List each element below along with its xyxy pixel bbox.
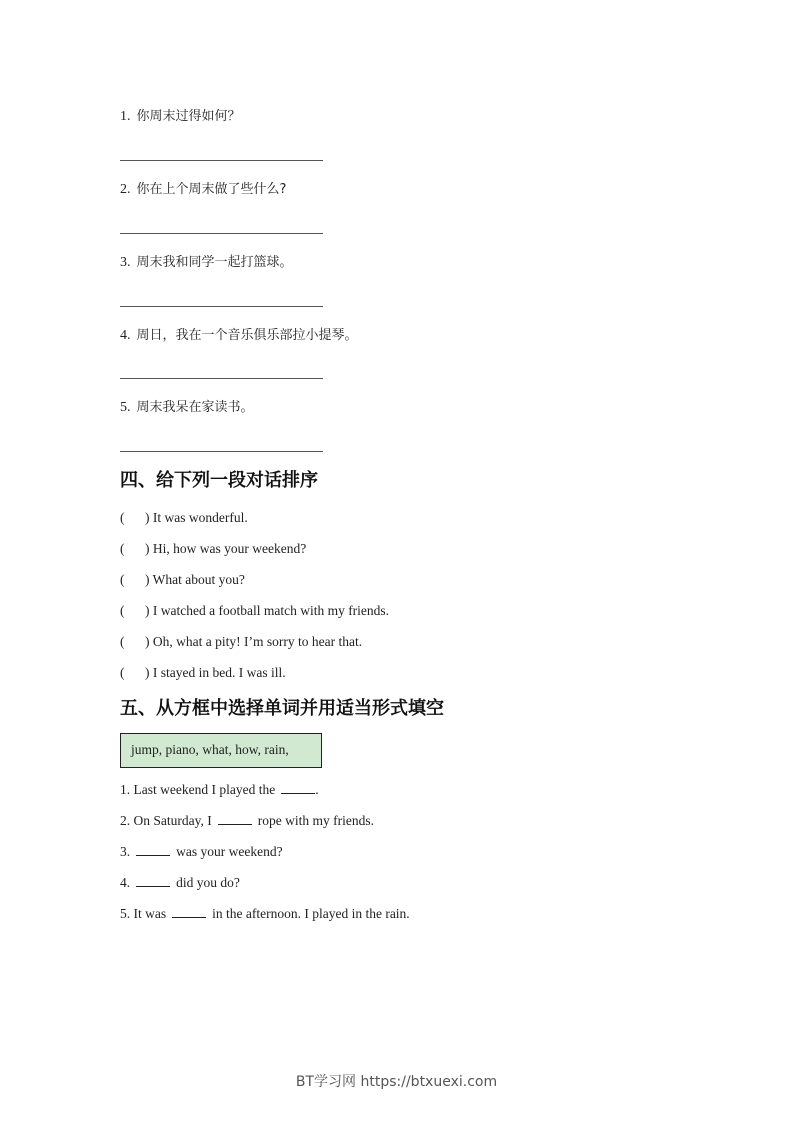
section-4-title: 四、给下列一段对话排序 [120,470,318,491]
translation-question-4 [120,328,358,344]
sentence-after: in the afternoon. I played in the rain. [212,906,410,921]
sentence-before: 5. It was [120,906,167,921]
answer-bracket-close: ) [145,634,150,649]
fill-item-1 [120,781,319,798]
section-5-title: 五、从方框中选择单词并用适当形式填空 [120,698,444,719]
question-text: 你在上个周末做了些什么? [136,182,287,197]
answer-line-4[interactable] [120,378,323,379]
translation-question-3 [120,255,293,271]
order-item-1 [120,510,248,526]
question-number: 4. [120,328,131,343]
sentence-after: rope with my friends. [257,813,374,828]
dialogue-text: Oh, what a pity! I’m sorry to hear that. [152,634,363,649]
dialogue-text: I stayed in bed. I was ill. [152,665,286,680]
answer-bracket-close: ) [145,510,150,525]
sentence-after: did you do? [176,875,240,890]
question-text: 周末我和同学一起打篮球。 [136,255,293,270]
sentence-after: . [315,782,319,797]
question-text: 周日，我在一个音乐俱乐部拉小提琴。 [136,328,358,343]
answer-bracket-close: ) [145,603,150,618]
sentence-before: 1. Last weekend I played the [120,782,276,797]
fill-item-4 [120,874,240,891]
order-item-4 [120,603,389,619]
sentence-before: 4. [120,875,131,890]
question-number: 3. [120,255,131,270]
translation-question-2 [120,182,286,198]
translation-question-1 [120,109,241,125]
answer-bracket-open[interactable]: ( [120,603,125,618]
answer-bracket-open[interactable]: ( [120,572,125,587]
dialogue-text: Hi, how was your weekend? [152,541,307,556]
sentence-before: 2. On Saturday, I [120,813,212,828]
answer-line-2[interactable] [120,233,323,234]
dialogue-text: I watched a football match with my friends. [152,603,390,618]
fill-item-5 [120,905,410,922]
answer-bracket-open[interactable]: ( [120,634,125,649]
answer-bracket-open[interactable]: ( [120,665,125,680]
answer-bracket-close: ) [145,541,150,556]
fill-item-2 [120,812,374,829]
question-text: 周末我呆在家读书。 [136,400,254,415]
sentence-after: was your weekend? [176,844,283,859]
answer-bracket-open[interactable]: ( [120,541,125,556]
fill-blank[interactable] [136,874,170,887]
word-bank-box [120,733,322,768]
order-item-3 [120,572,245,588]
order-item-2 [120,541,306,557]
fill-blank[interactable] [281,781,315,794]
translation-question-5 [120,400,254,416]
fill-item-3 [120,843,283,860]
answer-bracket-close: ) [145,665,150,680]
answer-bracket-close: ) [145,572,150,587]
answer-bracket-open[interactable]: ( [120,510,125,525]
answer-line-5[interactable] [120,451,323,452]
question-number: 2. [120,182,131,197]
order-item-5 [120,634,362,650]
answer-line-1[interactable] [120,160,323,161]
question-number: 1. [120,109,131,124]
sentence-before: 3. [120,844,131,859]
answer-line-3[interactable] [120,306,323,307]
question-text: 你周末过得如何？ [136,109,241,124]
fill-blank[interactable] [172,905,206,918]
fill-blank[interactable] [218,812,252,825]
dialogue-text: It was wonderful. [152,510,248,525]
word-bank-text: jump, piano, what, how, rain, [131,742,289,757]
footer-watermark: BT学习网 https://btxuexi.com [295,1074,498,1090]
fill-blank[interactable] [136,843,170,856]
question-number: 5. [120,400,131,415]
dialogue-text: What about you? [152,572,245,587]
order-item-6 [120,665,286,681]
